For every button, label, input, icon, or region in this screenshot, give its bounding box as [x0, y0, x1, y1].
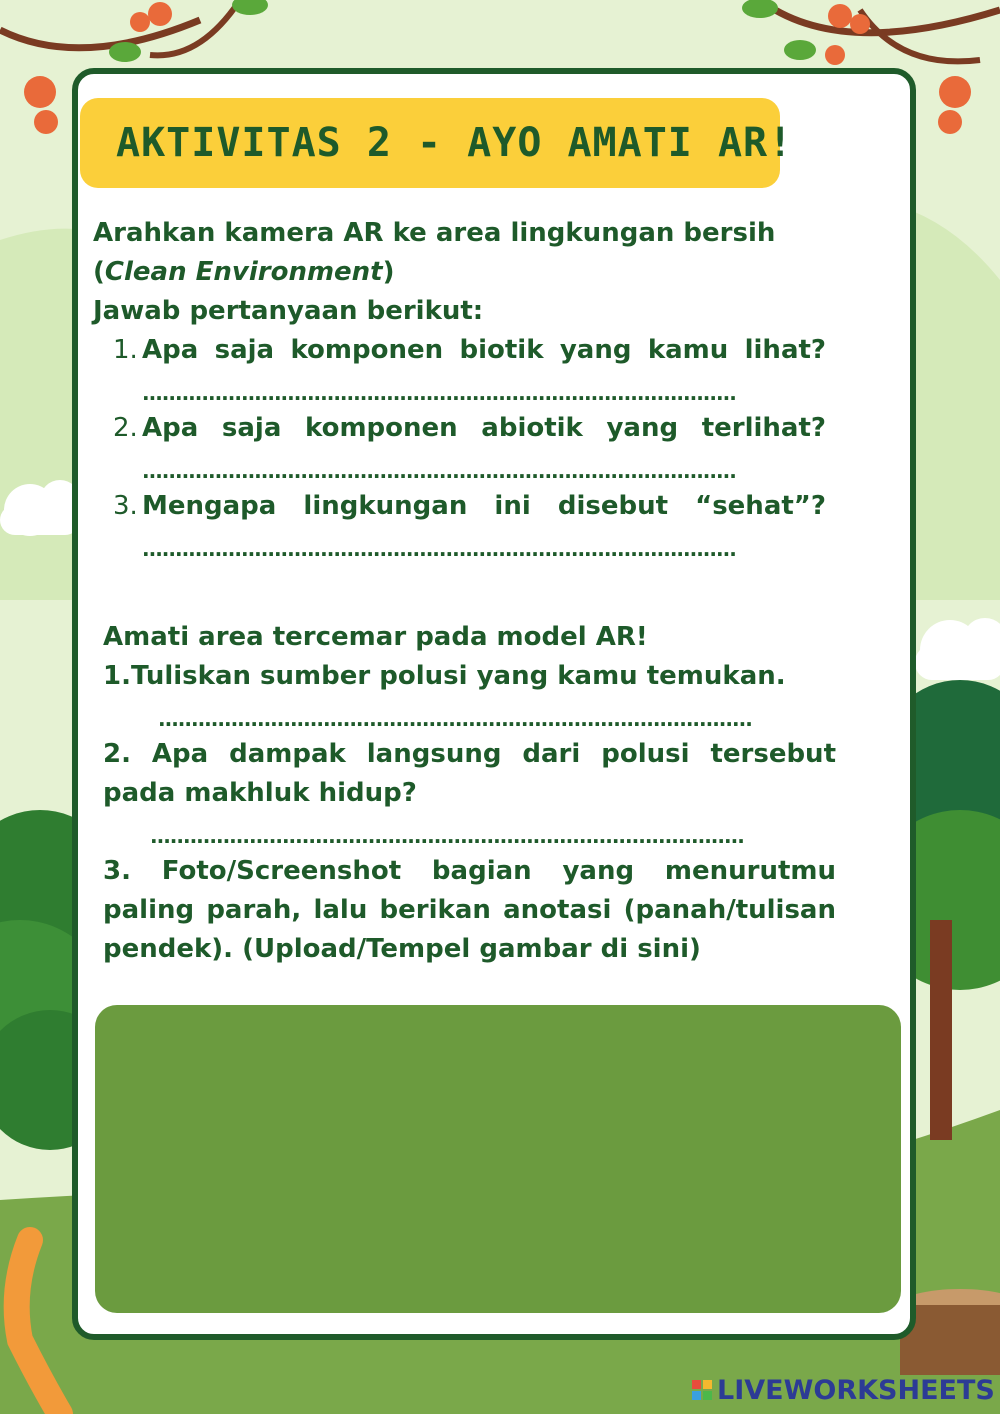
answer-line[interactable]: .......................................................................................... — [142, 381, 736, 405]
question-1 — [142, 331, 826, 370]
page-title: AKTIVITAS 2 - AYO AMATI AR! — [116, 120, 794, 166]
q2-word: terlihat? — [701, 413, 826, 443]
answer-line[interactable]: .......................................................................................... — [142, 537, 736, 561]
intro-italic: Clean Environment — [104, 257, 383, 287]
q1-word: komponen — [290, 335, 444, 365]
question-number: 2. — [113, 413, 138, 443]
intro-prefix: Arahkan kamera AR ke area lingkungan bersih ( — [93, 218, 776, 287]
answer-line[interactable]: .......................................................................................... — [150, 824, 744, 848]
section1-prompt: Jawab pertanyaan berikut: — [93, 296, 484, 326]
question-3 — [142, 487, 826, 526]
section2-question-2: 2. Apa dampak langsung dari polusi tersebut pada makhluk hidup? — [103, 739, 836, 808]
brand-name: LIVEWORKSHEETS — [717, 1374, 995, 1406]
section2-question-1: 1.Tuliskan sumber polusi yang kamu temukan. — [103, 661, 786, 691]
q3-word: “sehat”? — [695, 491, 826, 521]
q3-word: Mengapa — [142, 491, 277, 521]
q2-word: komponen — [304, 413, 458, 443]
section1-intro — [93, 214, 838, 292]
intro-suffix: ) — [382, 257, 395, 287]
q2-word: abiotik — [481, 413, 583, 443]
q3-word: disebut — [557, 491, 669, 521]
liveworksheets-logo-icon — [692, 1380, 712, 1400]
q3-word: lingkungan — [303, 491, 468, 521]
answer-line[interactable]: .......................................................................................... — [142, 459, 736, 483]
image-upload-area[interactable] — [95, 1005, 901, 1313]
question-number: 3. — [113, 491, 138, 521]
q1-word: lihat? — [744, 335, 826, 365]
q3-word: ini — [494, 491, 531, 521]
q2-word: Apa — [142, 413, 199, 443]
q2-word: saja — [221, 413, 282, 443]
q1-word: Apa — [142, 335, 199, 365]
q1-word: saja — [214, 335, 275, 365]
question-number: 1. — [113, 335, 138, 365]
section2-question-3: 3. Foto/Screenshot bagian yang menurutmu paling parah, lalu berikan anotasi (panah/tulisan pendek). (Upload/Tempel gambar di sini) — [103, 856, 836, 964]
answer-line[interactable]: .......................................................................................... — [158, 707, 752, 731]
question-2 — [142, 409, 826, 448]
q1-word: kamu — [647, 335, 729, 365]
q1-word: biotik — [459, 335, 544, 365]
q2-word: yang — [606, 413, 679, 443]
section2-heading: Amati area tercemar pada model AR! — [103, 622, 648, 652]
liveworksheets-logo — [692, 1372, 995, 1408]
q1-word: yang — [559, 335, 632, 365]
